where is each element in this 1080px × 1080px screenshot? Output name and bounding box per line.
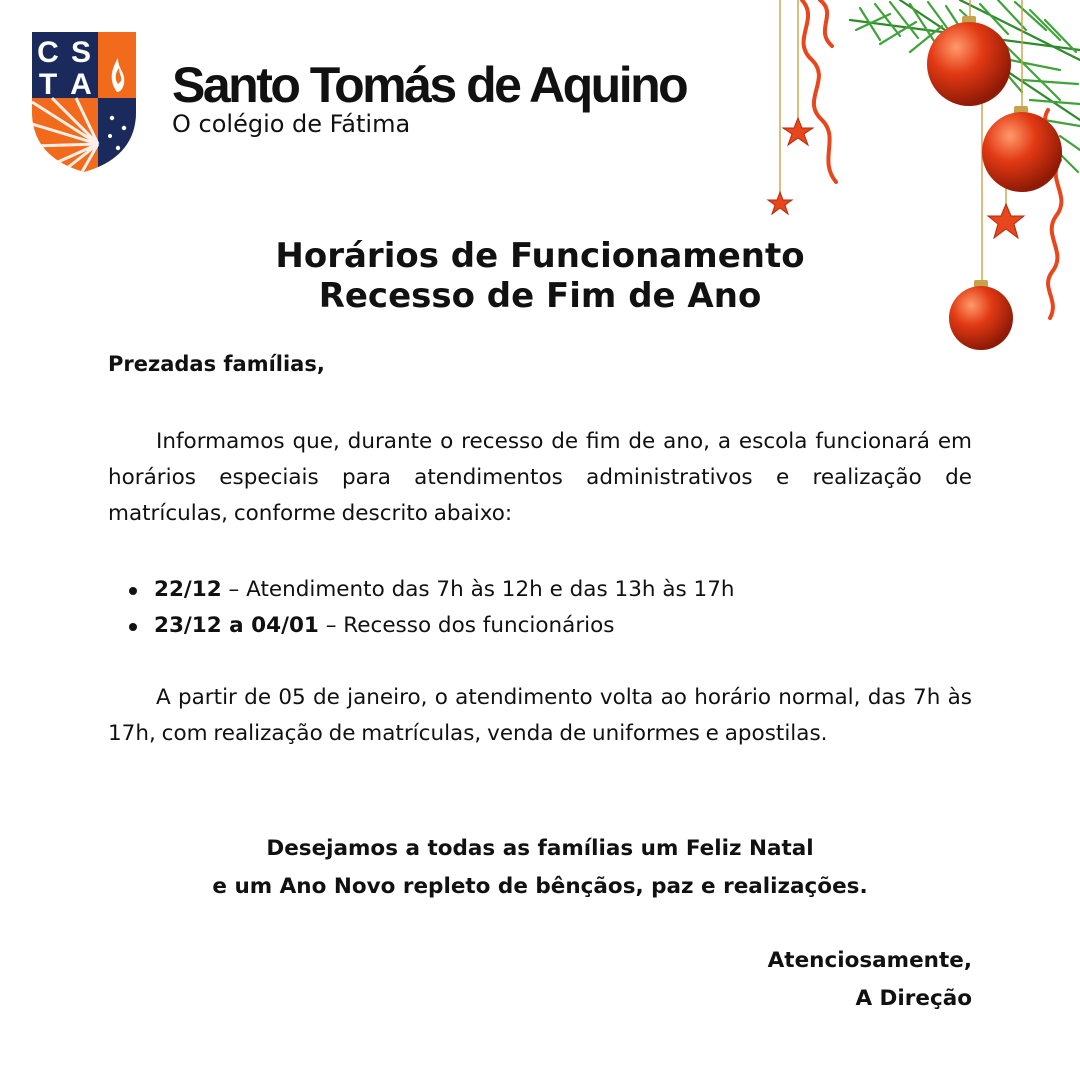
title-line-2: Recesso de Fim de Ano (318, 276, 762, 316)
notice-title (0, 236, 1080, 316)
schedule-date: 22/12 (154, 577, 222, 602)
signature (768, 942, 972, 1018)
logo-letter-s: S (70, 36, 92, 69)
schedule-text: – Recesso dos funcionários (318, 613, 615, 638)
school-logo (32, 32, 136, 172)
logo-letter-a: A (70, 68, 92, 101)
schedule-date: 23/12 a 04/01 (154, 613, 319, 638)
logo-letter-t: T (38, 68, 58, 101)
wishes-line-1: Desejamos a todas as famílias um Feliz Natal (266, 836, 814, 861)
intro-paragraph: Informamos que, durante o recesso de fim de ano, a escola funcionará em horários especiais para atendimentos administrativos e realização de matrículas, conforme descrito abaixo: (108, 429, 972, 526)
signature-closing: Atenciosamente, (767, 948, 972, 973)
signature-sender: A Direção (855, 986, 972, 1011)
logo-letter-c: C (37, 36, 59, 69)
school-name: Santo Tomás de Aquino (172, 57, 687, 113)
return-paragraph: A partir de 05 de janeiro, o atendimento volta ao horário normal, das 7h às 17h, com realização de matrículas, venda de uniformes e apostilas. (108, 685, 972, 746)
greeting: Prezadas famílias, (108, 352, 325, 376)
school-tagline: O colégio de Fátima (172, 110, 411, 138)
schedule-text: – Atendimento das 7h às 12h e das 13h às 17h (221, 577, 735, 602)
schedule-list (108, 572, 972, 644)
title-line-1: Horários de Funcionamento (275, 236, 805, 276)
holiday-wishes (0, 830, 1080, 906)
list-item (108, 572, 972, 608)
list-item (108, 608, 972, 644)
wishes-line-2: e um Ano Novo repleto de bênçãos, paz e realizações. (212, 874, 868, 899)
